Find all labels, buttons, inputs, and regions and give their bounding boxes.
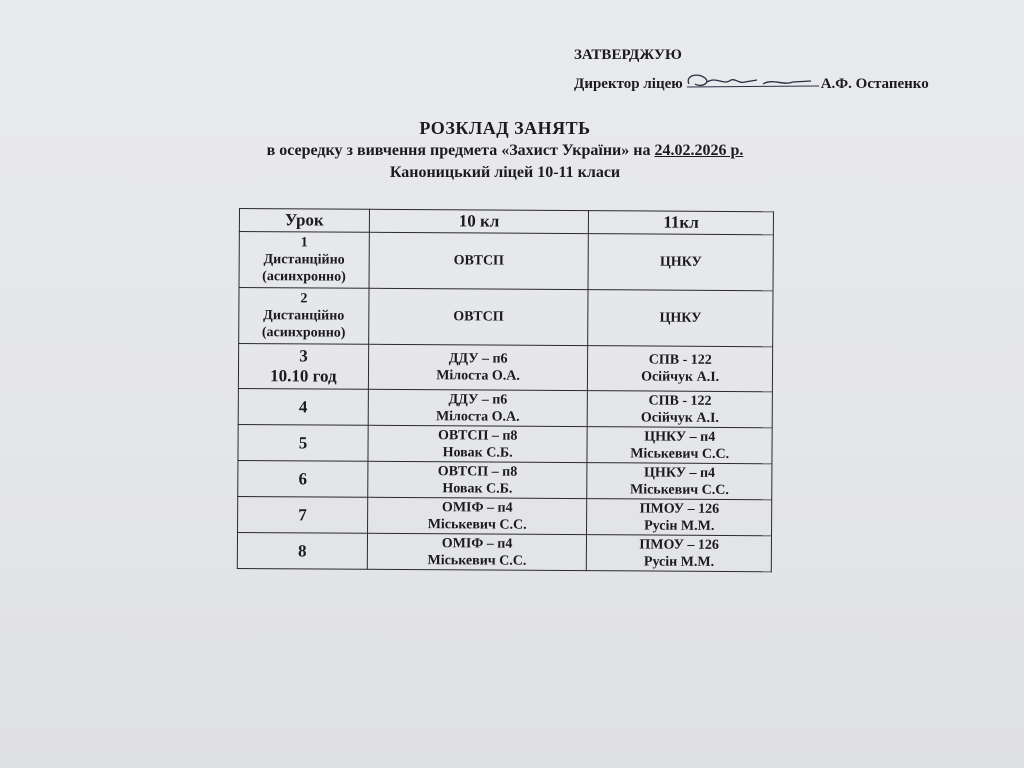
class-11-cell xyxy=(588,346,773,392)
header-class-11: 11кл xyxy=(589,211,774,235)
lesson-number: 4 xyxy=(298,396,308,416)
document-subtitle xyxy=(160,140,850,162)
director-position: Директор ліцею xyxy=(574,76,683,92)
subject: ПМОУ – 126 xyxy=(639,536,719,553)
table-row xyxy=(238,424,772,463)
lesson-cell xyxy=(238,496,368,533)
subject: СПВ - 122 xyxy=(648,393,712,409)
subject: ЦНКУ xyxy=(659,310,702,326)
lesson-number: 1 xyxy=(300,235,308,251)
teacher: Новак С.Б. xyxy=(442,444,513,461)
subject: ПМОУ – 126 xyxy=(639,500,720,517)
lesson-cell xyxy=(239,288,369,345)
class-11-cell xyxy=(588,290,773,347)
subject: ДДУ – п6 xyxy=(448,351,508,367)
teacher: Міськевич С.С. xyxy=(629,481,729,498)
table-header-row xyxy=(239,209,773,235)
class-10-cell xyxy=(368,344,588,390)
teacher: Новак С.Б. xyxy=(442,480,513,497)
teacher: Мілоста О.А. xyxy=(436,368,520,384)
teacher: Русін М.М. xyxy=(644,517,715,534)
teacher: Осійчук А.І. xyxy=(641,369,720,385)
subject: ОВТСП – п8 xyxy=(437,427,518,444)
subject: ДДУ – п6 xyxy=(448,391,508,408)
lesson-cell xyxy=(238,460,368,497)
lesson-note: (асинхронно) xyxy=(261,325,346,341)
subtitle-text: в осередку з вивчення предмета «Захист України» на xyxy=(266,142,655,159)
lesson-note: Дистанційно xyxy=(263,252,345,268)
schedule-table xyxy=(237,208,774,572)
table-row xyxy=(238,496,772,535)
class-10-cell xyxy=(368,425,588,462)
lesson-number: 5 xyxy=(298,432,308,452)
handwritten-signature xyxy=(683,70,821,92)
lesson-note: (асинхронно) xyxy=(262,269,346,285)
table-row xyxy=(237,532,771,571)
school-line: Каноницький ліцей 10-11 класи xyxy=(389,164,621,181)
class-11-cell xyxy=(587,499,772,536)
director-name: А.Ф. Остапенко xyxy=(820,76,929,92)
table-row xyxy=(238,344,772,392)
approval-word: ЗАТВЕРДЖУЮ xyxy=(574,47,682,63)
document-title: РОЗКЛАД ЗАНЯТЬ xyxy=(419,118,591,138)
subject: ОМІФ – п4 xyxy=(441,499,513,516)
class-11-cell xyxy=(588,234,773,291)
lesson-note: Дистанційно xyxy=(263,308,345,324)
table-row xyxy=(238,388,772,427)
class-10-cell xyxy=(368,461,588,498)
class-10-cell xyxy=(369,288,589,345)
class-11-cell xyxy=(587,463,772,500)
table-row xyxy=(238,460,772,499)
header-lesson: Урок xyxy=(239,209,369,233)
lesson-number: 6 xyxy=(298,468,308,488)
class-10-cell xyxy=(369,232,589,289)
table-row xyxy=(239,232,773,291)
lesson-cell xyxy=(239,232,369,289)
teacher: Міськевич С.С. xyxy=(630,445,730,462)
teacher: Осійчук А.І. xyxy=(640,409,719,426)
lesson-cell xyxy=(237,532,367,569)
subject: ОМІФ – п4 xyxy=(441,535,513,552)
lesson-number: 3 xyxy=(299,346,308,366)
class-10-cell xyxy=(368,389,588,426)
schedule-date: 24.02.2026 р. xyxy=(654,142,744,159)
subject: ОВТСП – п8 xyxy=(437,463,518,480)
class-10-cell xyxy=(367,497,587,534)
teacher: Міськевич С.С. xyxy=(427,552,527,569)
lesson-number: 8 xyxy=(298,540,307,560)
class-11-cell xyxy=(587,535,772,572)
subject: СПВ - 122 xyxy=(648,352,712,368)
subject: ЦНКУ xyxy=(659,254,702,270)
subject: ЦНКУ – п4 xyxy=(644,464,716,481)
lesson-cell xyxy=(238,388,368,425)
table-row xyxy=(239,288,773,347)
subject: ОВТСП xyxy=(453,253,505,269)
lesson-cell xyxy=(238,344,368,390)
lesson-number: 7 xyxy=(298,504,307,524)
title-block xyxy=(160,116,850,184)
lesson-time: 10.10 год xyxy=(270,366,337,386)
subject: ОВТСП xyxy=(453,309,504,325)
teacher: Русін М.М. xyxy=(643,553,715,570)
subject: ЦНКУ – п4 xyxy=(644,428,716,445)
teacher: Мілоста О.А. xyxy=(435,408,520,425)
approval-block xyxy=(574,45,929,95)
teacher: Міськевич С.С. xyxy=(427,516,527,533)
class-10-cell xyxy=(367,533,587,570)
header-class-10: 10 кл xyxy=(369,209,589,233)
lesson-cell xyxy=(238,424,368,461)
class-11-cell xyxy=(587,427,772,464)
class-11-cell xyxy=(588,391,773,428)
lesson-number: 2 xyxy=(300,291,308,307)
